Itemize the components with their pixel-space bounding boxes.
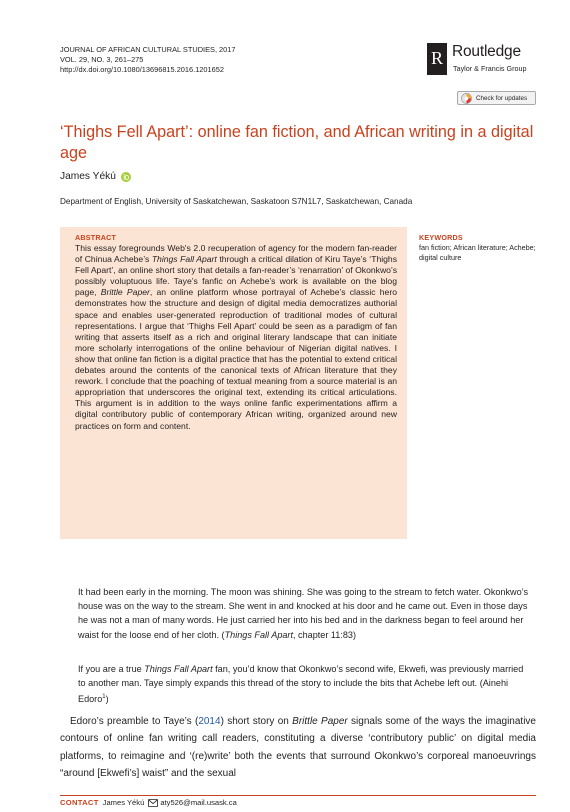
contact-email[interactable]: aty526@mail.usask.ca bbox=[160, 798, 237, 807]
abstract-heading: ABSTRACT bbox=[75, 233, 117, 242]
check-updates-icon bbox=[461, 93, 472, 104]
author-affiliation: Department of English, University of Saskatchewan, Saskatoon S7N1L7, Saskatchewan, Canada bbox=[60, 197, 413, 206]
abstract-text: This essay foregrounds Web's 2.0 recuperation of agency for the modern fan-reader of Chinua Achebe’s Things Fall Apart through a critical dilation of Kiru Taye’s ‘Thighs Fell Apart’, an online short story that details a fan-reader’s ‘renarration’ of Okonkwo’s possibly voluptuous life. Taye’s fanfic on Achebe’s work is available on the blog page, Brittle Paper, an online platform whose portrayal of Achebe’s classic hero demonstrates how the structure and design of digital media democratizes authorial space and enables user-generated reproduction of traditional modes of cultural representations. I argue that ‘Thighs Fell Apart’ could be seen as a paradigm of fan writing that asserts itself as a rich and original literary landscape that can initiate more scholarly interrogations of the online behaviour of Nigerian digital natives. I show that online fan fiction is a digital practice that has the potential to extend critical debates around the contents of the canonical texts of African literature that they rework. I conclude that the poaching of textual meaning from a source material is an appropriation that underscores the original text, extending its critical articulations. This argument is in addition to the ways online fanfic experimentations affirm a digital contributory public of contemporary African writing, organized around new practices on form and content. bbox=[75, 243, 397, 431]
footnote-marker[interactable]: 1 bbox=[102, 694, 106, 701]
mail-icon bbox=[148, 799, 158, 807]
check-updates-label: Check for updates bbox=[476, 94, 528, 102]
check-for-updates-button[interactable] bbox=[457, 91, 536, 105]
keywords-heading: KEYWORDS bbox=[419, 233, 463, 242]
contact-label: CONTACT bbox=[60, 798, 99, 807]
author-line bbox=[60, 171, 131, 182]
citation-link[interactable]: 2014 bbox=[198, 716, 221, 727]
journal-volume: VOL. 29, NO. 3, 261–275 bbox=[60, 55, 144, 64]
journal-info bbox=[60, 45, 236, 75]
publisher-name: Routledge bbox=[452, 43, 521, 60]
epigraph-quote: It had been early in the morning. The moon was shining. She was going to the stream to fetch water. Okonkwo’s house was on the way to the stream. She went in and knocked at his door and he came out. Even in those days he was not a man of many words. He just carried her into his bed and in the darkness began to feel around her waist for the loose end of her cloth. (Things Fall Apart, chapter 11:83) bbox=[78, 587, 529, 640]
doi-link[interactable]: http://dx.doi.org/10.1080/13696815.2016.1201652 bbox=[60, 65, 224, 74]
routledge-mark-letter: R bbox=[430, 48, 444, 68]
orcid-icon[interactable] bbox=[121, 172, 131, 182]
journal-title: JOURNAL OF AFRICAN CULTURAL STUDIES, 2017 bbox=[60, 45, 236, 54]
article-title: ‘Thighs Fell Apart’: online fan fiction, and African writing in a digital age bbox=[60, 123, 534, 162]
footer-rule bbox=[60, 795, 536, 796]
keywords-text: fan fiction; African literature; Achebe; digital culture bbox=[419, 243, 536, 262]
contact-line bbox=[60, 798, 237, 807]
author-name[interactable]: James Yékú bbox=[60, 171, 116, 182]
routledge-mark-icon bbox=[427, 43, 447, 75]
contact-name: James Yékú bbox=[102, 798, 145, 807]
body-paragraph: Edoro’s preamble to Taye’s (2014) short story on Brittle Paper signals some of the ways the imaginative contours of online fan writing call readers, constituting a diverse ‘contributory public’ on digital media platforms, to reimagine and ‘(re)write’ both the events that surround Okonkwo’s corporeal manoeuvrings “around [Ekwefi’s] waist” and the sexual bbox=[60, 716, 536, 780]
epigraph-second-quote: If you are a true Things Fall Apart fan, you’d know that Okonkwo’s second wife, Ekwefi, was previously married to another man. Taye simply expands this thread of the story to include the bits that Achebe left out. (Ainehi Edoro$^1$) bbox=[78, 664, 524, 705]
publisher-logo bbox=[427, 43, 547, 77]
publisher-subtitle: Taylor & Francis Group bbox=[453, 64, 527, 73]
